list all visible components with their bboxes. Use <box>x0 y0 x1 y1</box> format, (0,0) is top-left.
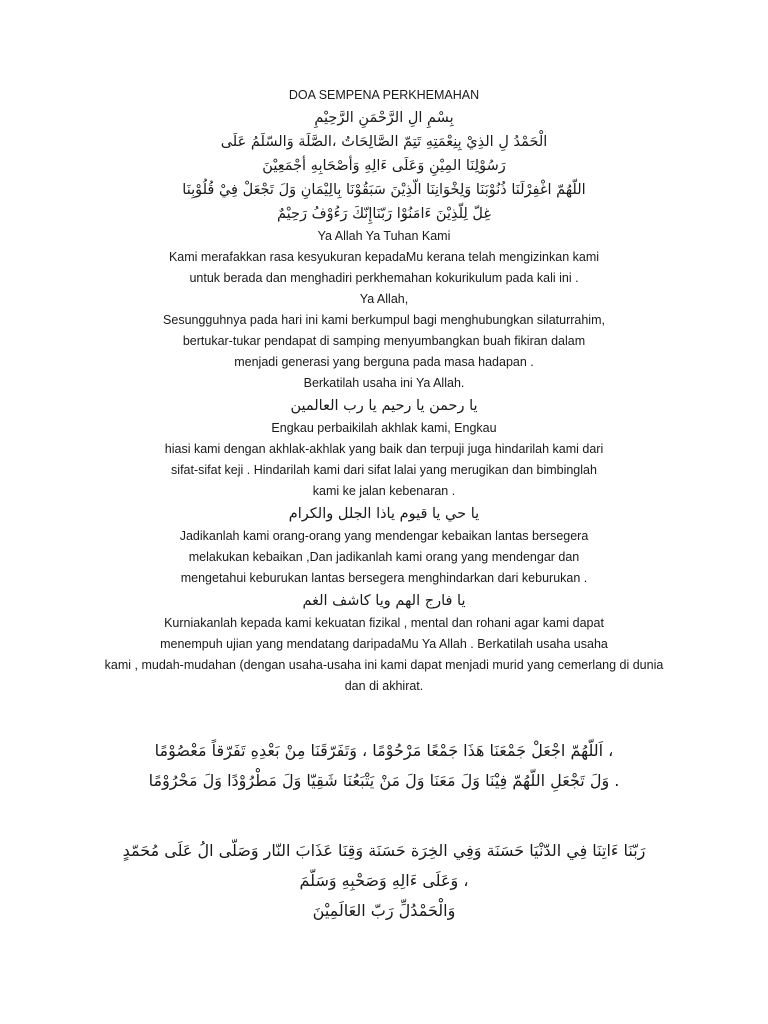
opening-arabic-line: اللّهُمّ اغْفِرْلَنَا ذُنُوْبَنَا وَلِخْوَانِنَا الّذِيْنَ سَبَقُوْنَا بِالِيْمَانِ وَلَ تَجْعَلْ فِيْ قُلُوْبِنَا <box>182 182 586 198</box>
section4-line: kami , mudah-mudahan (dengan usaha-usaha ini kami dapat menjadi murid yang cemerlang di dunia <box>104 658 664 672</box>
section4-line: menempuh ujian yang mendatang daripadaMu Ya Allah . Berkatilah usaha usaha <box>160 637 608 651</box>
section1-line: Ya Allah Ya Tuhan Kami <box>317 229 451 243</box>
closing-arabic-line: . وَلَ تَجْعَلِ اللّهُمّ فِيْنَا وَلَ مَعَنَا وَلَ مَنْ يَتْبَعُنَا شَقِيّا وَلَ مَطْرُوْدًا وَلَ مَحْرُوْمًا <box>148 771 620 790</box>
final-arabic-line: وَالْحَمْدُلِّ رَبّ العَالَمِيْنَ <box>312 901 456 920</box>
section2-line: hiasi kami dengan akhlak-akhlak yang baik dan terpuji juga hindarilah kami dari <box>164 442 604 456</box>
closing-arabic-line: ، اَللّهُمّ اجْعَلْ جَمْعَنَا هَذَا جَمْعًا مَرْحُوْمًا ، وَتَفَرّقَنَا مِنْ بَعْدِهِ تَفَرّقاً مَعْصُوْمًا <box>154 741 614 760</box>
opening-arabic-line: الْحَمْدُ لِ الذِيْ بِنِعْمَتِهِ تَتِمّ الصَّالِحَاتُ ،الصَّلَة وَالسّلَمُ عَلَى <box>220 134 548 150</box>
basmalah: بِسْمِ الِ الرَّحْمَنِ الرَّحِيْمِ <box>314 110 454 126</box>
section1-line: Ya Allah, <box>359 292 409 306</box>
section1-line: untuk berada dan menghadiri perkhemahan kokurikulum pada kali ini . <box>189 271 579 285</box>
top-text-block <box>0 85 768 697</box>
section1-line: Berkatilah usaha ini Ya Allah. <box>303 376 465 390</box>
closing-doa-block <box>0 736 768 796</box>
section4-line: Kurniakanlah kepada kami kekuatan fizikal , mental dan rohani agar kami dapat <box>164 616 604 630</box>
section2-line: Engkau perbaikilah akhlak kami, Engkau <box>271 421 497 435</box>
section3-line: mengetahui keburukan lantas bersegera menghindarkan dari keburukan . <box>180 571 588 585</box>
section3-line: melakukan kebaikan ,Dan jadikanlah kami orang yang mendengar dan <box>188 550 580 564</box>
section1-line: Sesungguhnya pada hari ini kami berkumpul bagi menghubungkan silaturrahim, <box>163 313 605 327</box>
opening-arabic-line: رَسُوْلِنَا المِيْنِ وَعَلَى ءَالِهِ وَأصْحَابِهِ أجْمَعِيْنَ <box>262 158 506 174</box>
final-doa-block <box>0 836 768 926</box>
section3-arabic-heading: يا حي يا قيوم ياذا الجلل والكرام <box>288 506 480 522</box>
section1-line: menjadi generasi yang berguna pada masa hadapan . <box>234 355 534 369</box>
section2-line: kami ke jalan kebenaran . <box>312 484 456 498</box>
section4-line: dan di akhirat. <box>344 679 424 693</box>
opening-arabic-line: غِلّ لِلّذِيْنَ ءَامَنُوْا رَبّنَاإِنّكَ رَءُوْفُ رَحِيْمٌ <box>277 206 491 222</box>
section4-arabic-heading: يا فارج الهم ويا كاشف الغم <box>302 593 466 609</box>
section1-line: bertukar-tukar pendapat di samping menyumbangkan buah fikiran dalam <box>182 334 586 348</box>
document-title: DOA SEMPENA PERKHEMAHAN <box>288 88 480 102</box>
section3-line: Jadikanlah kami orang-orang yang mendengar kebaikan lantas bersegera <box>179 529 589 543</box>
section2-arabic-heading: يا رحمن يا رحيم يا رب العالمين <box>290 398 478 414</box>
final-arabic-line: رَبّنَا ءَاتِنَا فِي الدّنْيَا حَسَنَة وَفِي الخِرَة حَسَنَة وَقِنَا عَذَابَ النّار وَصَلّى الُ عَلَى مُحَمّدٍ <box>122 841 646 860</box>
final-arabic-line: ، وَعَلَى ءَالِهِ وَصَحْبِهِ وَسَلّمَ <box>299 871 469 890</box>
section2-line: sifat-sifat keji . Hindarilah kami dari sifat lalai yang merugikan dan bimbinglah <box>171 463 597 477</box>
section1-line: Kami merafakkan rasa kesyukuran kepadaMu kerana telah mengizinkan kami <box>168 250 600 264</box>
